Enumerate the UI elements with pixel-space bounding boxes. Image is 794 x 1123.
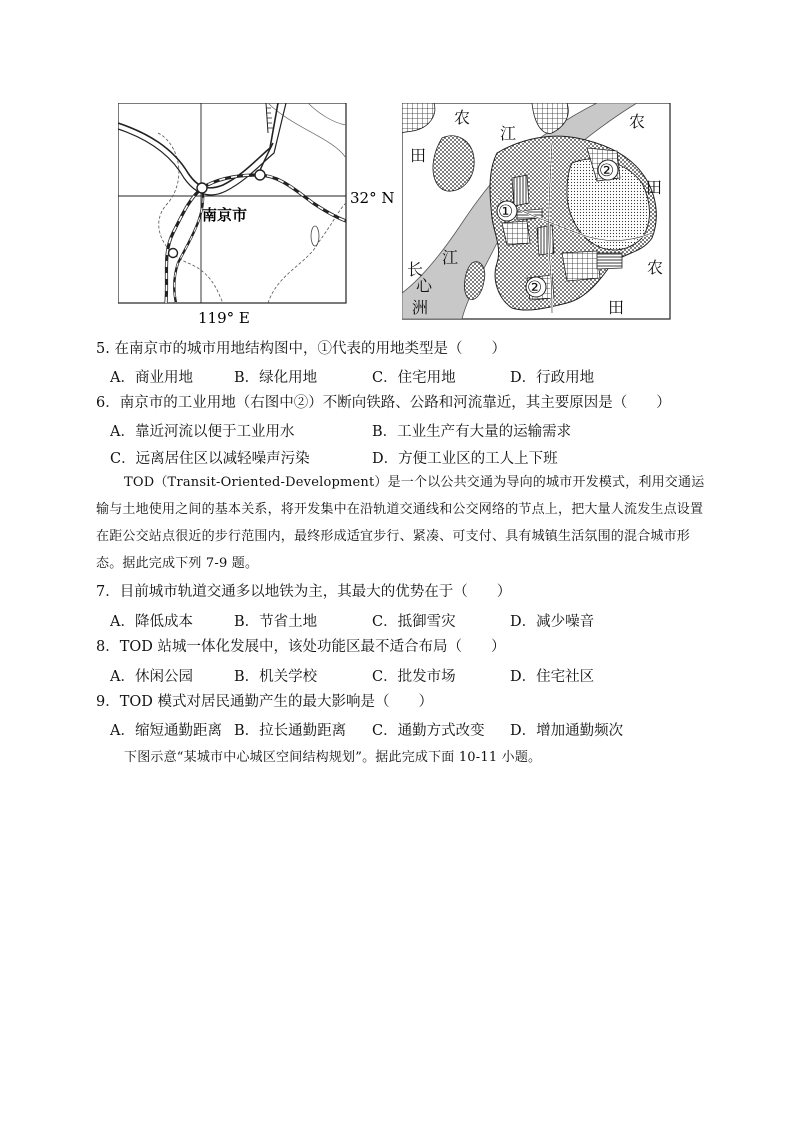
question-8-stem: 8．TOD 站城一体化发展中，该处功能区最不适合布局（ ） — [96, 639, 506, 655]
question-8-option-b: B．机关学校 — [234, 669, 318, 685]
question-7-option-c: C．抵御雪灾 — [372, 614, 456, 630]
question-7-option-b: B．节省土地 — [234, 614, 318, 630]
question-9-option-a: A．缩短通勤距离 — [110, 723, 222, 739]
farmland-label: 田 — [646, 178, 663, 197]
question-7-stem: 7．目前城市轨道交通多以地铁为主，其最大的优势在于（ ） — [96, 584, 512, 600]
river-label: 江 — [500, 124, 517, 143]
farmland-label: 农 — [454, 108, 471, 127]
nanjing-location-map — [118, 103, 400, 325]
question-8-option-a: A．休闲公园 — [110, 669, 193, 685]
question-5-option-c: C．住宅用地 — [372, 370, 456, 386]
question-8-option-d: D．住宅社区 — [510, 669, 595, 685]
question-9-option-d: D．增加通勤频次 — [510, 723, 624, 739]
landuse-patch — [597, 253, 622, 269]
island-label: 长 — [407, 260, 424, 279]
island-label: 洲 — [412, 298, 429, 317]
farmland-label: 农 — [647, 258, 664, 277]
station-marker — [255, 170, 265, 180]
question-5-option-d: D．行政用地 — [510, 370, 595, 386]
landuse-patch — [562, 251, 600, 281]
question-9-stem: 9．TOD 模式对居民通勤产生的最大影响是（ ） — [96, 694, 434, 710]
question-6-option-a: A．靠近河流以便于工业用水 — [110, 424, 295, 440]
river-label: 江 — [442, 248, 459, 267]
question-6-option-b: B．工业生产有大量的运输需求 — [372, 424, 572, 440]
tod-intro-text: TOD（Transit-Oriented-Development）是一个以公共交通为导向的城市开发模式，利用交通运输与土地使用之间的基本关系，将开发集中在沿轨道交通线和公交网络的节点上，把大量人流发生点设置在距公交站点很近的步行范围内，最终形成适宜步行、紧凑、可支付、具有城镇生活氛围的混合城市形态。据此完成下列 7-9 题。 — [96, 475, 705, 571]
latitude-label: 32° N — [350, 189, 395, 207]
question-6-stem: 6．南京市的工业用地（右图中②）不断向铁路、公路和河流靠近，其主要原因是（ ） — [96, 395, 671, 411]
question-5-stem: 5. 在南京市的城市用地结构图中，①代表的用地类型是（ ） — [96, 341, 506, 357]
closing-paragraph: 下图示意“某城市中心城区空间结构规划”。据此完成下面 10-11 小题。 — [124, 750, 542, 765]
farmland-label: 田 — [410, 146, 427, 165]
question-7-option-d: D．减少噪音 — [510, 614, 595, 630]
station-marker — [169, 249, 178, 258]
question-6-option-c: C．远离居住区以减轻噪声污染 — [110, 451, 310, 467]
nanjing-landuse-map — [402, 103, 672, 321]
city-label: 南京市 — [202, 206, 248, 224]
question-5-option-a: A．商业用地 — [110, 370, 193, 386]
question-7-option-a: A．降低成本 — [110, 614, 193, 630]
station-marker — [197, 183, 207, 193]
farmland-label: 农 — [629, 112, 646, 131]
zone-label-1: ① — [498, 202, 514, 222]
island-label: 心 — [416, 276, 433, 295]
question-9-option-c: C．通勤方式改变 — [372, 723, 485, 739]
question-6-option-d: D．方便工业区的工人上下班 — [372, 451, 558, 467]
question-5-option-b: B．绿化用地 — [234, 370, 318, 386]
tod-intro-paragraph — [96, 469, 708, 577]
question-8-option-c: C．批发市场 — [372, 669, 456, 685]
landuse-patch — [537, 225, 554, 255]
farmland-label: 田 — [608, 298, 625, 317]
zone-label-2: ② — [527, 278, 543, 298]
zone-label-2: ② — [599, 161, 615, 181]
landuse-patch — [502, 221, 530, 245]
longitude-label: 119° E — [198, 309, 250, 325]
question-9-option-b: B．拉长通勤距离 — [234, 723, 347, 739]
landuse-patch — [512, 175, 529, 206]
